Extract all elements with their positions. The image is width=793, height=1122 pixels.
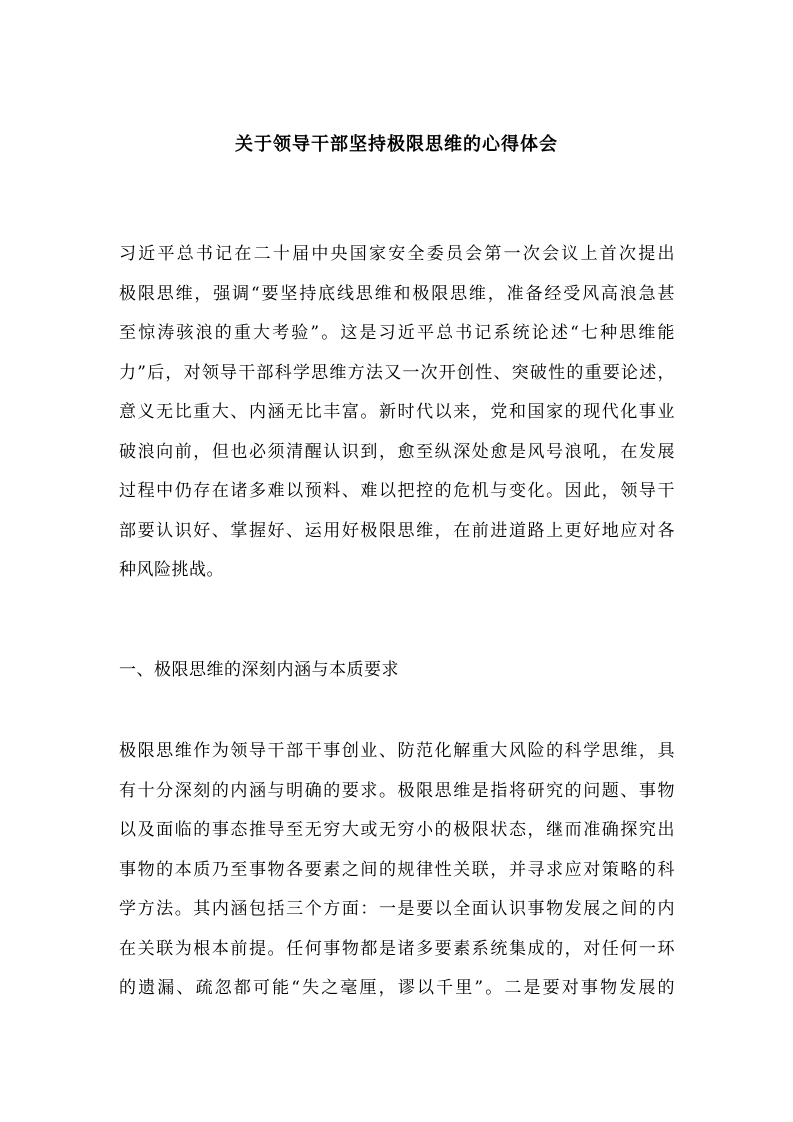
- paragraph-line: 意义无比重大、内涵无比丰富。新时代以来，党和国家的现代化事业: [119, 402, 675, 422]
- paragraph-line: 种风险挑战。: [119, 560, 224, 580]
- paragraph-line: 以及面临的事态推导至无穷大或无穷小的极限状态，继而准确探究出: [119, 820, 675, 840]
- section-heading: 一、极限思维的深刻内涵与本质要求: [119, 660, 399, 680]
- paragraph-line: 极限思维，强调“要坚持底线思维和极限思维，准备经受风高浪急甚: [119, 284, 675, 304]
- paragraph-line: 在关联为根本前提。任何事物都是诸多要素系统集成的，对任何一环: [119, 939, 675, 959]
- paragraph-line: 部要认识好、掌握好、运用好极限思维，在前进道路上更好地应对各: [119, 521, 675, 541]
- paragraph-line: 过程中仍存在诸多难以预料、难以把控的危机与变化。因此，领导干: [119, 481, 675, 501]
- paragraph-line: 习近平总书记在二十届中央国家安全委员会第一次会议上首次提出: [119, 244, 675, 264]
- paragraph-line: 力”后，对领导干部科学思维方法又一次开创性、突破性的重要论述，: [119, 363, 675, 383]
- paragraph-line: 破浪向前，但也必须清醒认识到，愈至纵深处愈是风号浪吼，在发展: [119, 442, 675, 462]
- paragraph-line: 事物的本质乃至事物各要素之间的规律性关联，并寻求应对策略的科: [119, 860, 675, 880]
- document-title: 关于领导干部坚持极限思维的心得体会: [235, 134, 558, 155]
- paragraph-line: 有十分深刻的内涵与明确的要求。极限思维是指将研究的问题、事物: [119, 781, 675, 801]
- paragraph-line: 学方法。其内涵包括三个方面：一是要以全面认识事物发展之间的内: [119, 899, 675, 919]
- paragraph-line: 极限思维作为领导干部干事创业、防范化解重大风险的科学思维，具: [119, 741, 675, 761]
- paragraph-line: 的遗漏、疏忽都可能“失之毫厘，谬以千里”。二是要对事物发展的: [119, 978, 675, 998]
- paragraph-line: 至惊涛骇浪的重大考验”。这是习近平总书记系统论述“七种思维能: [119, 323, 675, 343]
